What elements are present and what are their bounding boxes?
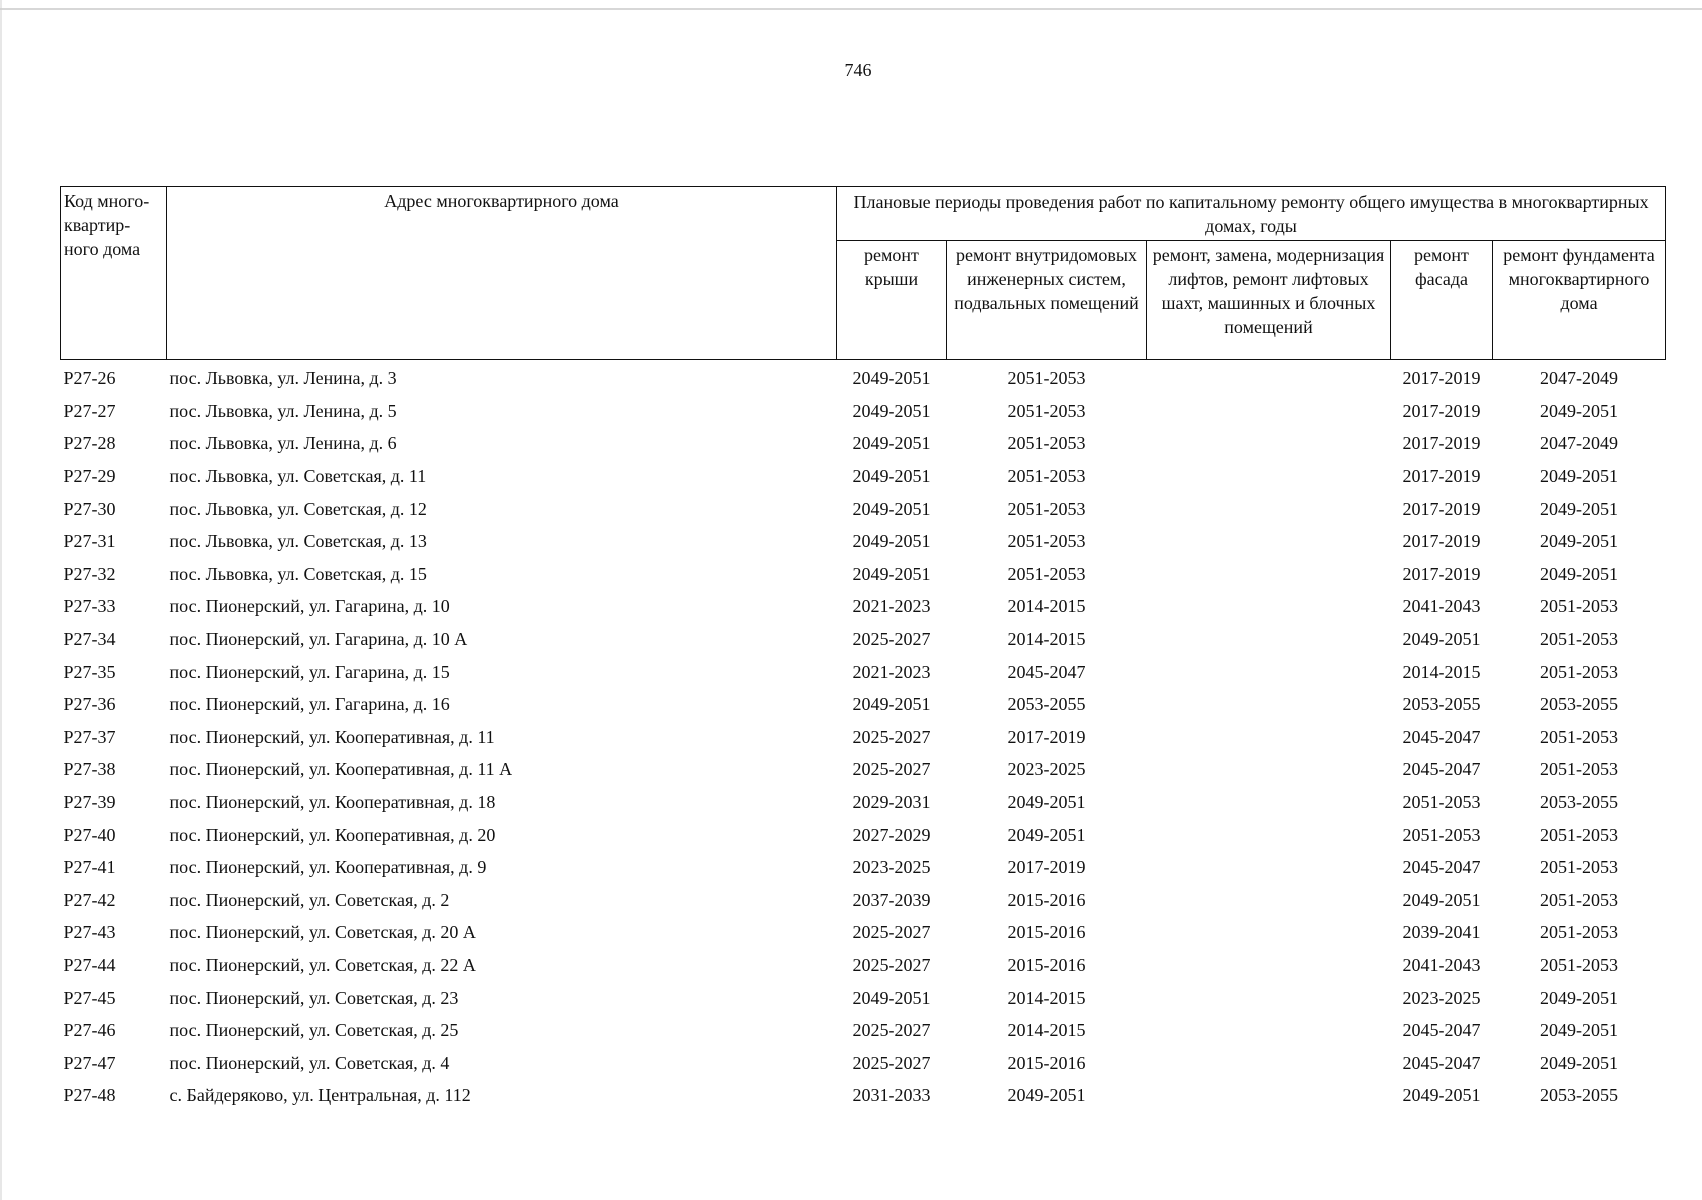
cell-foundation: 2049-2051	[1540, 400, 1619, 421]
cell-systems: 2051-2053	[1007, 466, 1086, 487]
cell-facade: 2045-2047	[1402, 1020, 1481, 1041]
cell-facade: 2014-2015	[1402, 661, 1481, 682]
cell-roof: 2025-2027	[852, 1052, 931, 1073]
cell-roof: 2025-2027	[852, 922, 931, 943]
cell-facade: 2049-2051	[1402, 629, 1481, 650]
cell-roof: 2031-2033	[852, 1085, 931, 1106]
cell-code: P27-34	[63, 629, 116, 650]
cell-roof: 2049-2051	[852, 400, 931, 421]
cell-systems: 2051-2053	[1007, 433, 1086, 454]
cell-facade: 2045-2047	[1402, 857, 1481, 878]
cell-code: P27-48	[63, 1085, 116, 1106]
cell-lifts	[1147, 786, 1391, 819]
cell-code: P27-35	[63, 661, 116, 682]
cell-code: P27-32	[63, 563, 116, 584]
cell-foundation: 2053-2055	[1540, 1085, 1619, 1106]
header-code: Код много-квартир-ного дома	[61, 187, 167, 360]
cell-roof: 2037-2039	[852, 889, 931, 910]
cell-lifts	[1147, 590, 1391, 623]
cell-systems: 2049-2051	[1007, 792, 1086, 813]
cell-lifts	[1147, 1079, 1391, 1112]
cell-roof: 2049-2051	[852, 498, 931, 519]
cell-code: P27-47	[63, 1052, 116, 1073]
table-row	[61, 1046, 1666, 1079]
cell-lifts	[1147, 753, 1391, 786]
cell-foundation: 2051-2053	[1540, 857, 1619, 878]
cell-address: пос. Пионерский, ул. Гагарина, д. 10 А	[169, 629, 468, 650]
cell-systems: 2051-2053	[1007, 563, 1086, 584]
cell-lifts	[1147, 623, 1391, 656]
cell-facade: 2017-2019	[1402, 498, 1481, 519]
repair-schedule-table	[60, 186, 1666, 1112]
cell-roof: 2025-2027	[852, 759, 931, 780]
cell-address: пос. Львовка, ул. Советская, д. 12	[169, 498, 427, 519]
cell-facade: 2023-2025	[1402, 987, 1481, 1008]
cell-foundation: 2049-2051	[1540, 563, 1619, 584]
cell-roof: 2025-2027	[852, 954, 931, 975]
cell-foundation: 2051-2053	[1540, 824, 1619, 845]
cell-systems: 2014-2015	[1007, 629, 1086, 650]
cell-systems: 2049-2051	[1007, 1085, 1086, 1106]
cell-roof: 2021-2023	[852, 596, 931, 617]
cell-roof: 2025-2027	[852, 726, 931, 747]
scan-edge-left	[0, 0, 2, 1200]
cell-address: пос. Пионерский, ул. Кооперативная, д. 9	[169, 857, 487, 878]
cell-foundation: 2051-2053	[1540, 629, 1619, 650]
header-roof: ремонт крыши	[837, 241, 947, 360]
cell-lifts	[1147, 655, 1391, 688]
cell-systems: 2051-2053	[1007, 498, 1086, 519]
cell-facade: 2017-2019	[1402, 531, 1481, 552]
cell-lifts	[1147, 981, 1391, 1014]
table-row	[61, 460, 1666, 493]
header-lifts: ремонт, замена, модернизация лифтов, ремонт лифтовых шахт, машинных и блочных помещений	[1147, 241, 1391, 360]
table-row	[61, 623, 1666, 656]
cell-code: P27-39	[63, 792, 116, 813]
cell-lifts	[1147, 949, 1391, 982]
cell-systems: 2014-2015	[1007, 1020, 1086, 1041]
cell-systems: 2051-2053	[1007, 400, 1086, 421]
table-row	[61, 558, 1666, 591]
cell-systems: 2015-2016	[1007, 889, 1086, 910]
header-planned-periods: Плановые периоды проведения работ по капитальному ремонту общего имущества в многоквартирных домах, годы	[837, 187, 1666, 241]
cell-facade: 2017-2019	[1402, 466, 1481, 487]
cell-foundation: 2049-2051	[1540, 531, 1619, 552]
table-row	[61, 655, 1666, 688]
cell-facade: 2049-2051	[1402, 1085, 1481, 1106]
table-row	[61, 360, 1666, 395]
cell-code: P27-44	[63, 954, 116, 975]
cell-systems: 2014-2015	[1007, 987, 1086, 1008]
cell-lifts	[1147, 1046, 1391, 1079]
table-row	[61, 949, 1666, 982]
cell-facade: 2017-2019	[1402, 563, 1481, 584]
cell-facade: 2041-2043	[1402, 954, 1481, 975]
cell-code: P27-38	[63, 759, 116, 780]
cell-systems: 2014-2015	[1007, 596, 1086, 617]
cell-address: пос. Пионерский, ул. Кооперативная, д. 11 А	[169, 759, 513, 780]
cell-code: P27-29	[63, 466, 116, 487]
table-row	[61, 492, 1666, 525]
cell-address: пос. Пионерский, ул. Советская, д. 23	[169, 987, 459, 1008]
cell-facade: 2017-2019	[1402, 400, 1481, 421]
cell-address: пос. Львовка, ул. Ленина, д. 6	[169, 433, 397, 454]
cell-systems: 2023-2025	[1007, 759, 1086, 780]
cell-systems: 2053-2055	[1007, 694, 1086, 715]
cell-lifts	[1147, 721, 1391, 754]
cell-facade: 2045-2047	[1402, 759, 1481, 780]
cell-address: пос. Пионерский, ул. Кооперативная, д. 11	[169, 726, 495, 747]
table-row	[61, 981, 1666, 1014]
cell-foundation: 2049-2051	[1540, 466, 1619, 487]
cell-address: пос. Львовка, ул. Советская, д. 15	[169, 563, 427, 584]
cell-lifts	[1147, 884, 1391, 917]
cell-code: P27-41	[63, 857, 116, 878]
cell-roof: 2049-2051	[852, 368, 931, 389]
cell-foundation: 2051-2053	[1540, 922, 1619, 943]
cell-foundation: 2047-2049	[1540, 368, 1619, 389]
table-row	[61, 721, 1666, 754]
cell-roof: 2021-2023	[852, 661, 931, 682]
table-row	[61, 1079, 1666, 1112]
cell-roof: 2049-2051	[852, 433, 931, 454]
cell-foundation: 2053-2055	[1540, 694, 1619, 715]
cell-address: пос. Пионерский, ул. Советская, д. 4	[169, 1052, 450, 1073]
cell-systems: 2015-2016	[1007, 1052, 1086, 1073]
cell-facade: 2039-2041	[1402, 922, 1481, 943]
cell-facade: 2045-2047	[1402, 1052, 1481, 1073]
cell-roof: 2049-2051	[852, 466, 931, 487]
cell-lifts	[1147, 360, 1391, 395]
cell-foundation: 2051-2053	[1540, 726, 1619, 747]
cell-lifts	[1147, 492, 1391, 525]
table-row	[61, 851, 1666, 884]
cell-lifts	[1147, 427, 1391, 460]
cell-address: пос. Львовка, ул. Ленина, д. 5	[169, 400, 397, 421]
cell-address: пос. Пионерский, ул. Советская, д. 25	[169, 1020, 459, 1041]
cell-code: P27-30	[63, 498, 116, 519]
cell-address: пос. Пионерский, ул. Гагарина, д. 16	[169, 694, 450, 715]
cell-address: пос. Львовка, ул. Советская, д. 13	[169, 531, 427, 552]
table-row	[61, 525, 1666, 558]
cell-lifts	[1147, 558, 1391, 591]
table-row	[61, 786, 1666, 819]
cell-roof: 2027-2029	[852, 824, 931, 845]
cell-lifts	[1147, 525, 1391, 558]
cell-roof: 2023-2025	[852, 857, 931, 878]
cell-lifts	[1147, 851, 1391, 884]
cell-facade: 2045-2047	[1402, 726, 1481, 747]
cell-lifts	[1147, 916, 1391, 949]
cell-address: с. Байдеряково, ул. Центральная, д. 112	[169, 1085, 471, 1106]
cell-roof: 2049-2051	[852, 563, 931, 584]
cell-code: P27-40	[63, 824, 116, 845]
cell-address: пос. Пионерский, ул. Советская, д. 20 А	[169, 922, 476, 943]
cell-lifts	[1147, 818, 1391, 851]
cell-roof: 2025-2027	[852, 629, 931, 650]
table-row	[61, 884, 1666, 917]
header-foundation: ремонт фундамента многоквартирного дома	[1493, 241, 1666, 360]
cell-foundation: 2051-2053	[1540, 661, 1619, 682]
cell-code: P27-45	[63, 987, 116, 1008]
cell-address: пос. Пионерский, ул. Кооперативная, д. 20	[169, 824, 496, 845]
cell-address: пос. Пионерский, ул. Гагарина, д. 15	[169, 661, 450, 682]
cell-code: P27-27	[63, 400, 116, 421]
cell-code: P27-31	[63, 531, 116, 552]
cell-facade: 2053-2055	[1402, 694, 1481, 715]
cell-roof: 2049-2051	[852, 694, 931, 715]
cell-systems: 2049-2051	[1007, 824, 1086, 845]
header-systems: ремонт внутридомовых инженерных систем, подвальных помещений	[947, 241, 1147, 360]
cell-lifts	[1147, 688, 1391, 721]
cell-foundation: 2049-2051	[1540, 1020, 1619, 1041]
header-facade: ремонт фасада	[1391, 241, 1493, 360]
cell-systems: 2015-2016	[1007, 954, 1086, 975]
header-row-1	[61, 187, 1666, 241]
cell-foundation: 2051-2053	[1540, 889, 1619, 910]
table-row	[61, 916, 1666, 949]
cell-systems: 2045-2047	[1007, 661, 1086, 682]
cell-foundation: 2049-2051	[1540, 1052, 1619, 1073]
cell-facade: 2049-2051	[1402, 889, 1481, 910]
cell-lifts	[1147, 1014, 1391, 1047]
cell-roof: 2029-2031	[852, 792, 931, 813]
header-address: Адрес многоквартирного дома	[167, 187, 837, 360]
cell-foundation: 2047-2049	[1540, 433, 1619, 454]
table-row	[61, 590, 1666, 623]
cell-systems: 2051-2053	[1007, 531, 1086, 552]
cell-systems: 2015-2016	[1007, 922, 1086, 943]
cell-roof: 2025-2027	[852, 1020, 931, 1041]
table-row	[61, 688, 1666, 721]
table-row	[61, 1014, 1666, 1047]
cell-systems: 2017-2019	[1007, 726, 1086, 747]
cell-lifts	[1147, 460, 1391, 493]
table-body	[61, 360, 1666, 1112]
cell-foundation: 2049-2051	[1540, 987, 1619, 1008]
cell-foundation: 2051-2053	[1540, 954, 1619, 975]
cell-code: P27-37	[63, 726, 116, 747]
cell-facade: 2051-2053	[1402, 824, 1481, 845]
cell-address: пос. Пионерский, ул. Гагарина, д. 10	[169, 596, 450, 617]
cell-address: пос. Львовка, ул. Ленина, д. 3	[169, 368, 397, 389]
cell-foundation: 2051-2053	[1540, 759, 1619, 780]
cell-lifts	[1147, 395, 1391, 428]
table-row	[61, 427, 1666, 460]
cell-code: P27-42	[63, 889, 116, 910]
table-row	[61, 395, 1666, 428]
cell-facade: 2041-2043	[1402, 596, 1481, 617]
cell-address: пос. Львовка, ул. Советская, д. 11	[169, 466, 427, 487]
table-row	[61, 753, 1666, 786]
cell-facade: 2017-2019	[1402, 433, 1481, 454]
cell-code: P27-46	[63, 1020, 116, 1041]
cell-address: пос. Пионерский, ул. Советская, д. 2	[169, 889, 450, 910]
cell-roof: 2049-2051	[852, 987, 931, 1008]
cell-foundation: 2049-2051	[1540, 498, 1619, 519]
cell-foundation: 2051-2053	[1540, 596, 1619, 617]
cell-facade: 2017-2019	[1402, 368, 1481, 389]
cell-address: пос. Пионерский, ул. Кооперативная, д. 18	[169, 792, 496, 813]
cell-address: пос. Пионерский, ул. Советская, д. 22 А	[169, 954, 476, 975]
cell-roof: 2049-2051	[852, 531, 931, 552]
scan-edge-top	[0, 8, 1702, 10]
cell-foundation: 2053-2055	[1540, 792, 1619, 813]
cell-systems: 2017-2019	[1007, 857, 1086, 878]
cell-facade: 2051-2053	[1402, 792, 1481, 813]
cell-code: P27-33	[63, 596, 116, 617]
page-number: 746	[844, 60, 872, 80]
cell-code: P27-26	[63, 368, 116, 389]
cell-code: P27-36	[63, 694, 116, 715]
cell-systems: 2051-2053	[1007, 368, 1086, 389]
cell-code: P27-28	[63, 433, 116, 454]
table-row	[61, 818, 1666, 851]
cell-code: P27-43	[63, 922, 116, 943]
